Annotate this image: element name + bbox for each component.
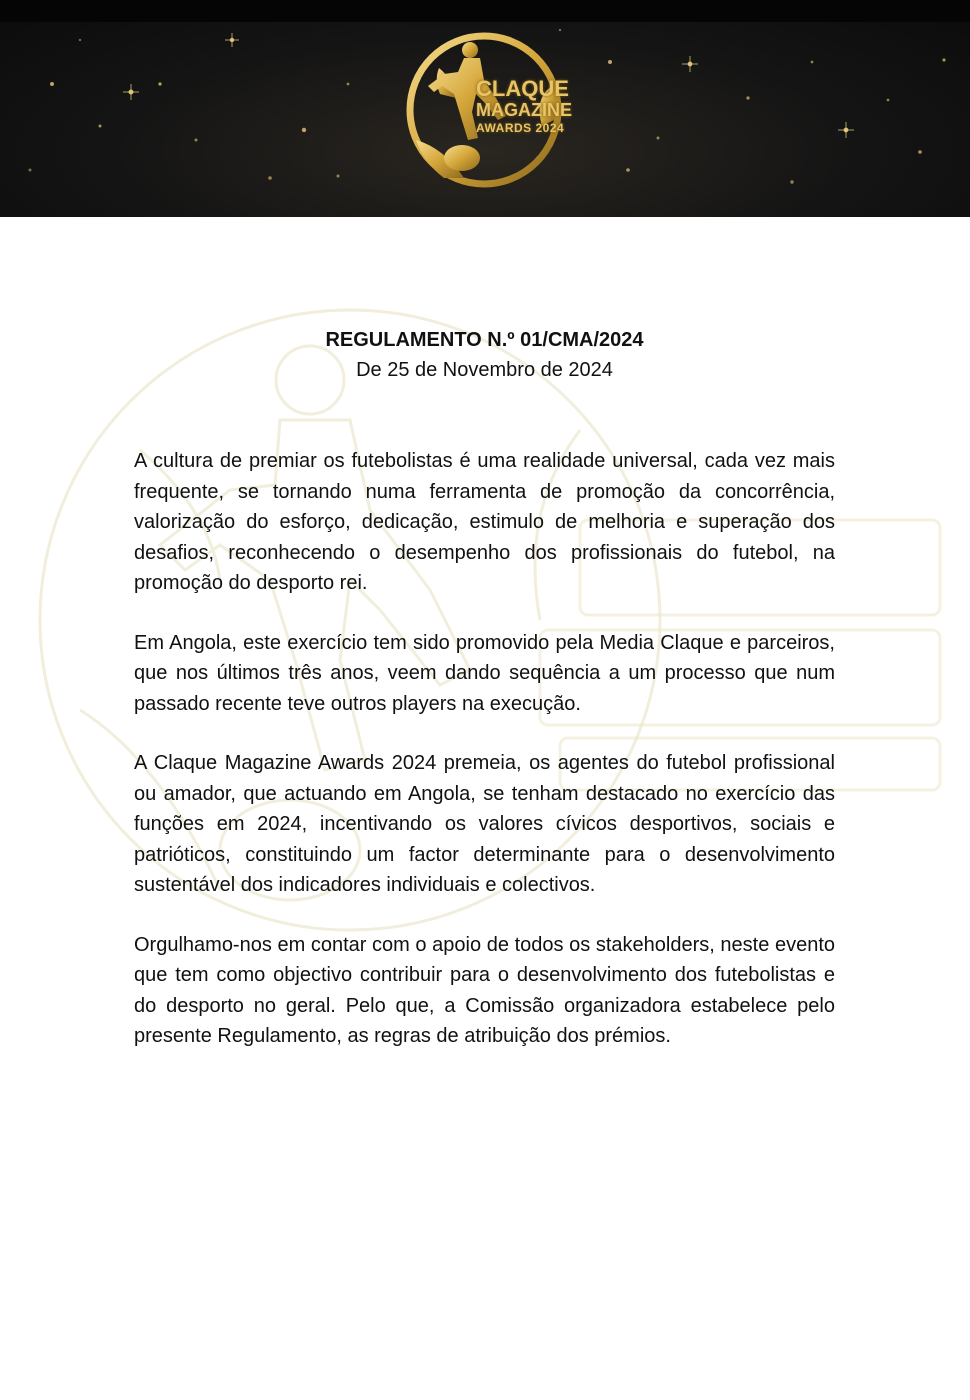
- paragraph-3: A Claque Magazine Awards 2024 premeia, os agentes do futebol profissional ou amador, que actuando em Angola, se tenham destacado no exercício das funções em 2024, incentivando os valores cívicos desportivos, sociais e patrióticos, constituindo um factor determinante para o desenvolvimento sustentável dos indicadores individuais e colectivos.: [134, 752, 835, 896]
- document-title: REGULAMENTO N.º 01/CMA/2024: [325, 329, 644, 351]
- document-date: De 25 de Novembro de 2024: [356, 359, 613, 381]
- logo-line-magazine: MAGAZINE: [476, 100, 572, 120]
- logo-line-claque: CLAQUE: [476, 76, 569, 101]
- paragraph-1: A cultura de premiar os futebolistas é uma realidade universal, cada vez mais frequente, se tornando numa ferramenta de promoção da concorrência, valorização do esforço, dedicação, estimulo de melhoria e superação dos desafios, reconhecendo o desempenho dos profissionais do futebol, na promoção do desporto rei.: [134, 450, 835, 594]
- header-banner: [0, 0, 970, 217]
- paragraph-2: Em Angola, este exercício tem sido promovido pela Media Claque e parceiros, que nos últimos três anos, veem dando sequência a um processo que num passado recente teve outros players na execução.: [134, 631, 835, 715]
- logo-line-awards: AWARDS 2024: [476, 121, 565, 135]
- paragraph-4: Orgulhamo-nos em contar com o apoio de todos os stakeholders, neste evento que tem como objectivo contribuir para o desenvolvimento dos futebolistas e do desporto no geral. Pelo que, a Comissão organizadora estabelece pelo presente Regulamento, as regras de atribuição dos prémios.: [134, 933, 835, 1047]
- logo-wordmark: [476, 78, 586, 134]
- document-body: [134, 326, 835, 1052]
